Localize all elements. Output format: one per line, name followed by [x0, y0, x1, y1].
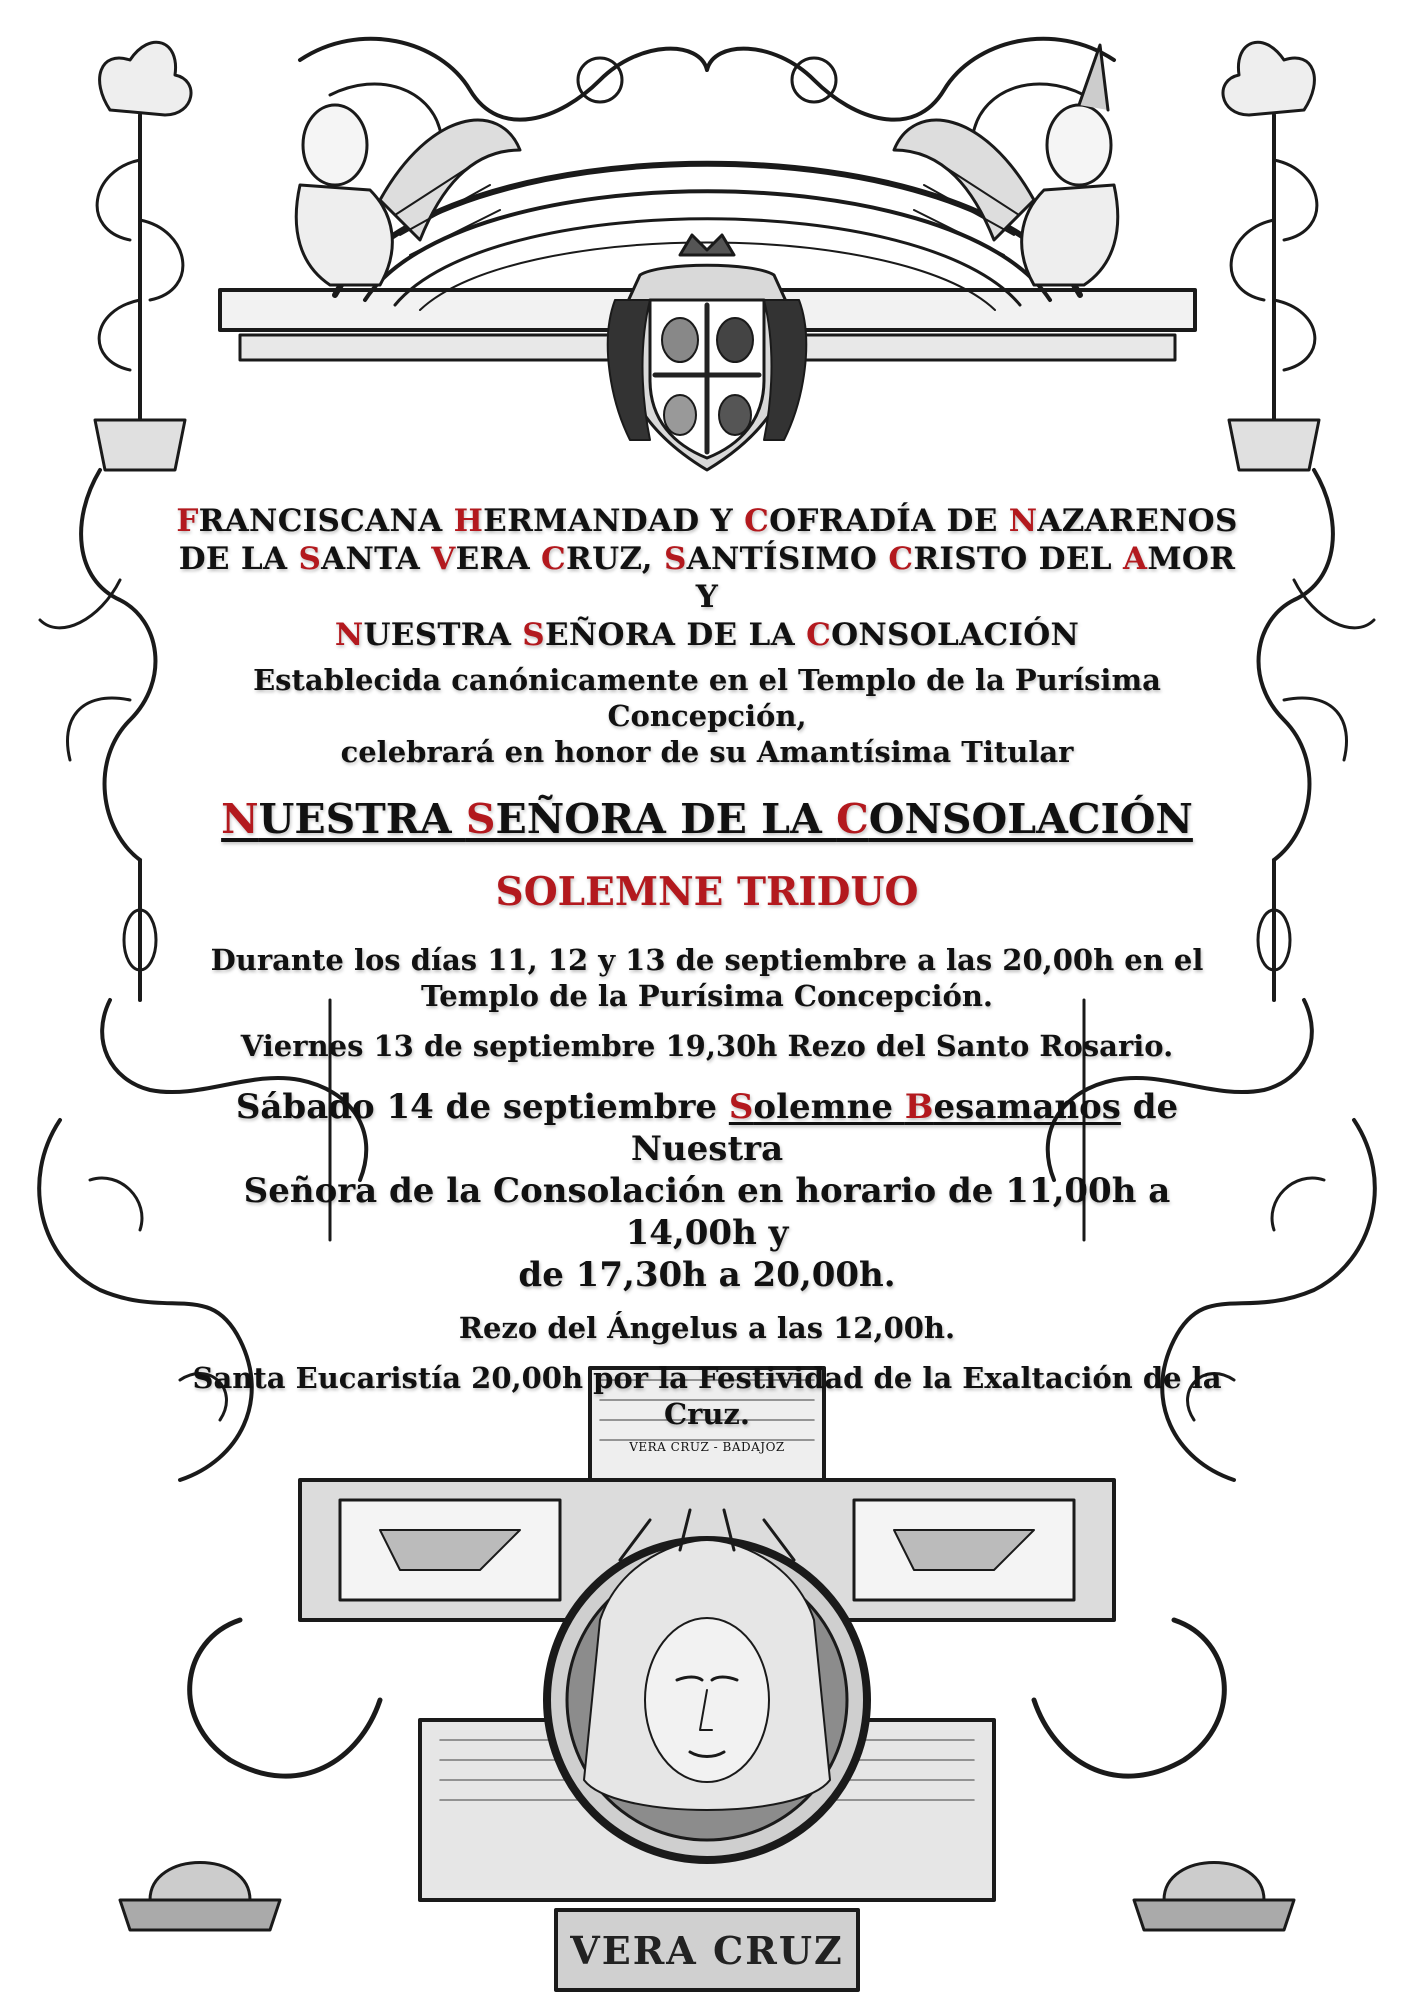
title-text: EÑORA DE LA: [544, 617, 807, 653]
title-text: RANCISCANA: [198, 503, 454, 539]
vera-cruz-plate: VERA CRUZ: [570, 1927, 844, 1973]
besamanos-word: esamanos: [933, 1087, 1121, 1127]
initial: C: [541, 541, 567, 577]
initial: S: [465, 795, 496, 843]
initial: H: [453, 503, 484, 539]
rosary-text: Viernes 13 de septiembre 19,30h Rezo del Santo Rosario.: [240, 1029, 1174, 1063]
advocation-text: ONSOLACIÓN: [868, 795, 1193, 843]
initial: C: [744, 503, 770, 539]
initial: N: [1008, 503, 1038, 539]
besamanos-pre: Sábado 14 de septiembre: [235, 1087, 729, 1127]
announcement-text: [175, 502, 1239, 1454]
brotherhood-title-line-3: [175, 616, 1239, 654]
title-text: RUZ,: [566, 541, 664, 577]
signature: VERA CRUZ - BADAJOZ: [629, 1440, 785, 1454]
eucharist-text: [175, 1360, 1239, 1432]
title-text: OFRADÍA DE: [769, 503, 1009, 539]
initial: C: [888, 541, 914, 577]
title-text: MOR Y: [695, 541, 1236, 615]
besamanos-post: de Nuestra: [630, 1087, 1179, 1169]
title-text: ERMANDAD Y: [483, 503, 745, 539]
initial: V: [431, 541, 456, 577]
initial: B: [904, 1087, 934, 1127]
established-line-2: Concepción,: [607, 699, 807, 733]
besamanos-text: [175, 1086, 1239, 1296]
initial: F: [176, 503, 199, 539]
advocation-text: UESTRA: [258, 795, 466, 843]
eucharist-line-1: Santa Eucaristía 20,00h por la Festividad de la Exaltación de la: [192, 1361, 1222, 1395]
angelus-text: Rezo del Ángelus a las 12,00h.: [458, 1311, 956, 1345]
established-line-3: celebrará en honor de su Amantísima Titular: [340, 735, 1074, 769]
initial: S: [728, 1087, 754, 1127]
triduo-dates-line-1: Durante los días 11, 12 y 13 de septiembre a las 20,00h en el: [210, 943, 1204, 977]
triduo-dates-line-2: Templo de la Purísima Concepción.: [420, 979, 994, 1013]
brotherhood-title-line-1: [175, 502, 1239, 540]
initial: N: [334, 617, 364, 653]
eucharist-line-2: Cruz.: [663, 1397, 750, 1431]
title-text: DE LA: [178, 541, 299, 577]
initial: C: [836, 795, 869, 843]
established-text: [175, 662, 1239, 770]
initial: C: [806, 617, 832, 653]
advocation-text: EÑORA DE LA: [495, 795, 837, 843]
initial: N: [221, 795, 259, 843]
besamanos-word: olemne: [753, 1087, 905, 1127]
title-text: ANTA: [321, 541, 432, 577]
title-text: ONSOLACIÓN: [831, 617, 1080, 653]
besamanos-line-3: de 17,30h a 20,00h.: [518, 1255, 896, 1295]
title-text: UESTRA: [363, 617, 523, 653]
initial: A: [1122, 541, 1148, 577]
title-text: ERA: [455, 541, 542, 577]
triduo-heading: SOLEMNE TRIDUO: [495, 869, 919, 915]
title-text: ANTÍSIMO: [686, 541, 889, 577]
title-text: RISTO DEL: [913, 541, 1123, 577]
advocation-title: [175, 794, 1239, 844]
initial: S: [522, 617, 545, 653]
besamanos-line-1: [175, 1086, 1239, 1170]
initial: S: [663, 541, 687, 577]
initial: S: [298, 541, 322, 577]
brotherhood-title-line-2: [175, 540, 1239, 616]
established-line-1: Establecida canónicamente en el Templo de la Purísima: [253, 663, 1161, 697]
title-text: AZARENOS: [1037, 503, 1238, 539]
besamanos-line-2: Señora de la Consolación en horario de 11,00h a 14,00h y: [243, 1171, 1171, 1253]
besamanos-highlight: [729, 1087, 1121, 1127]
coat-of-arms: [608, 235, 806, 470]
triduo-dates: [175, 942, 1239, 1014]
